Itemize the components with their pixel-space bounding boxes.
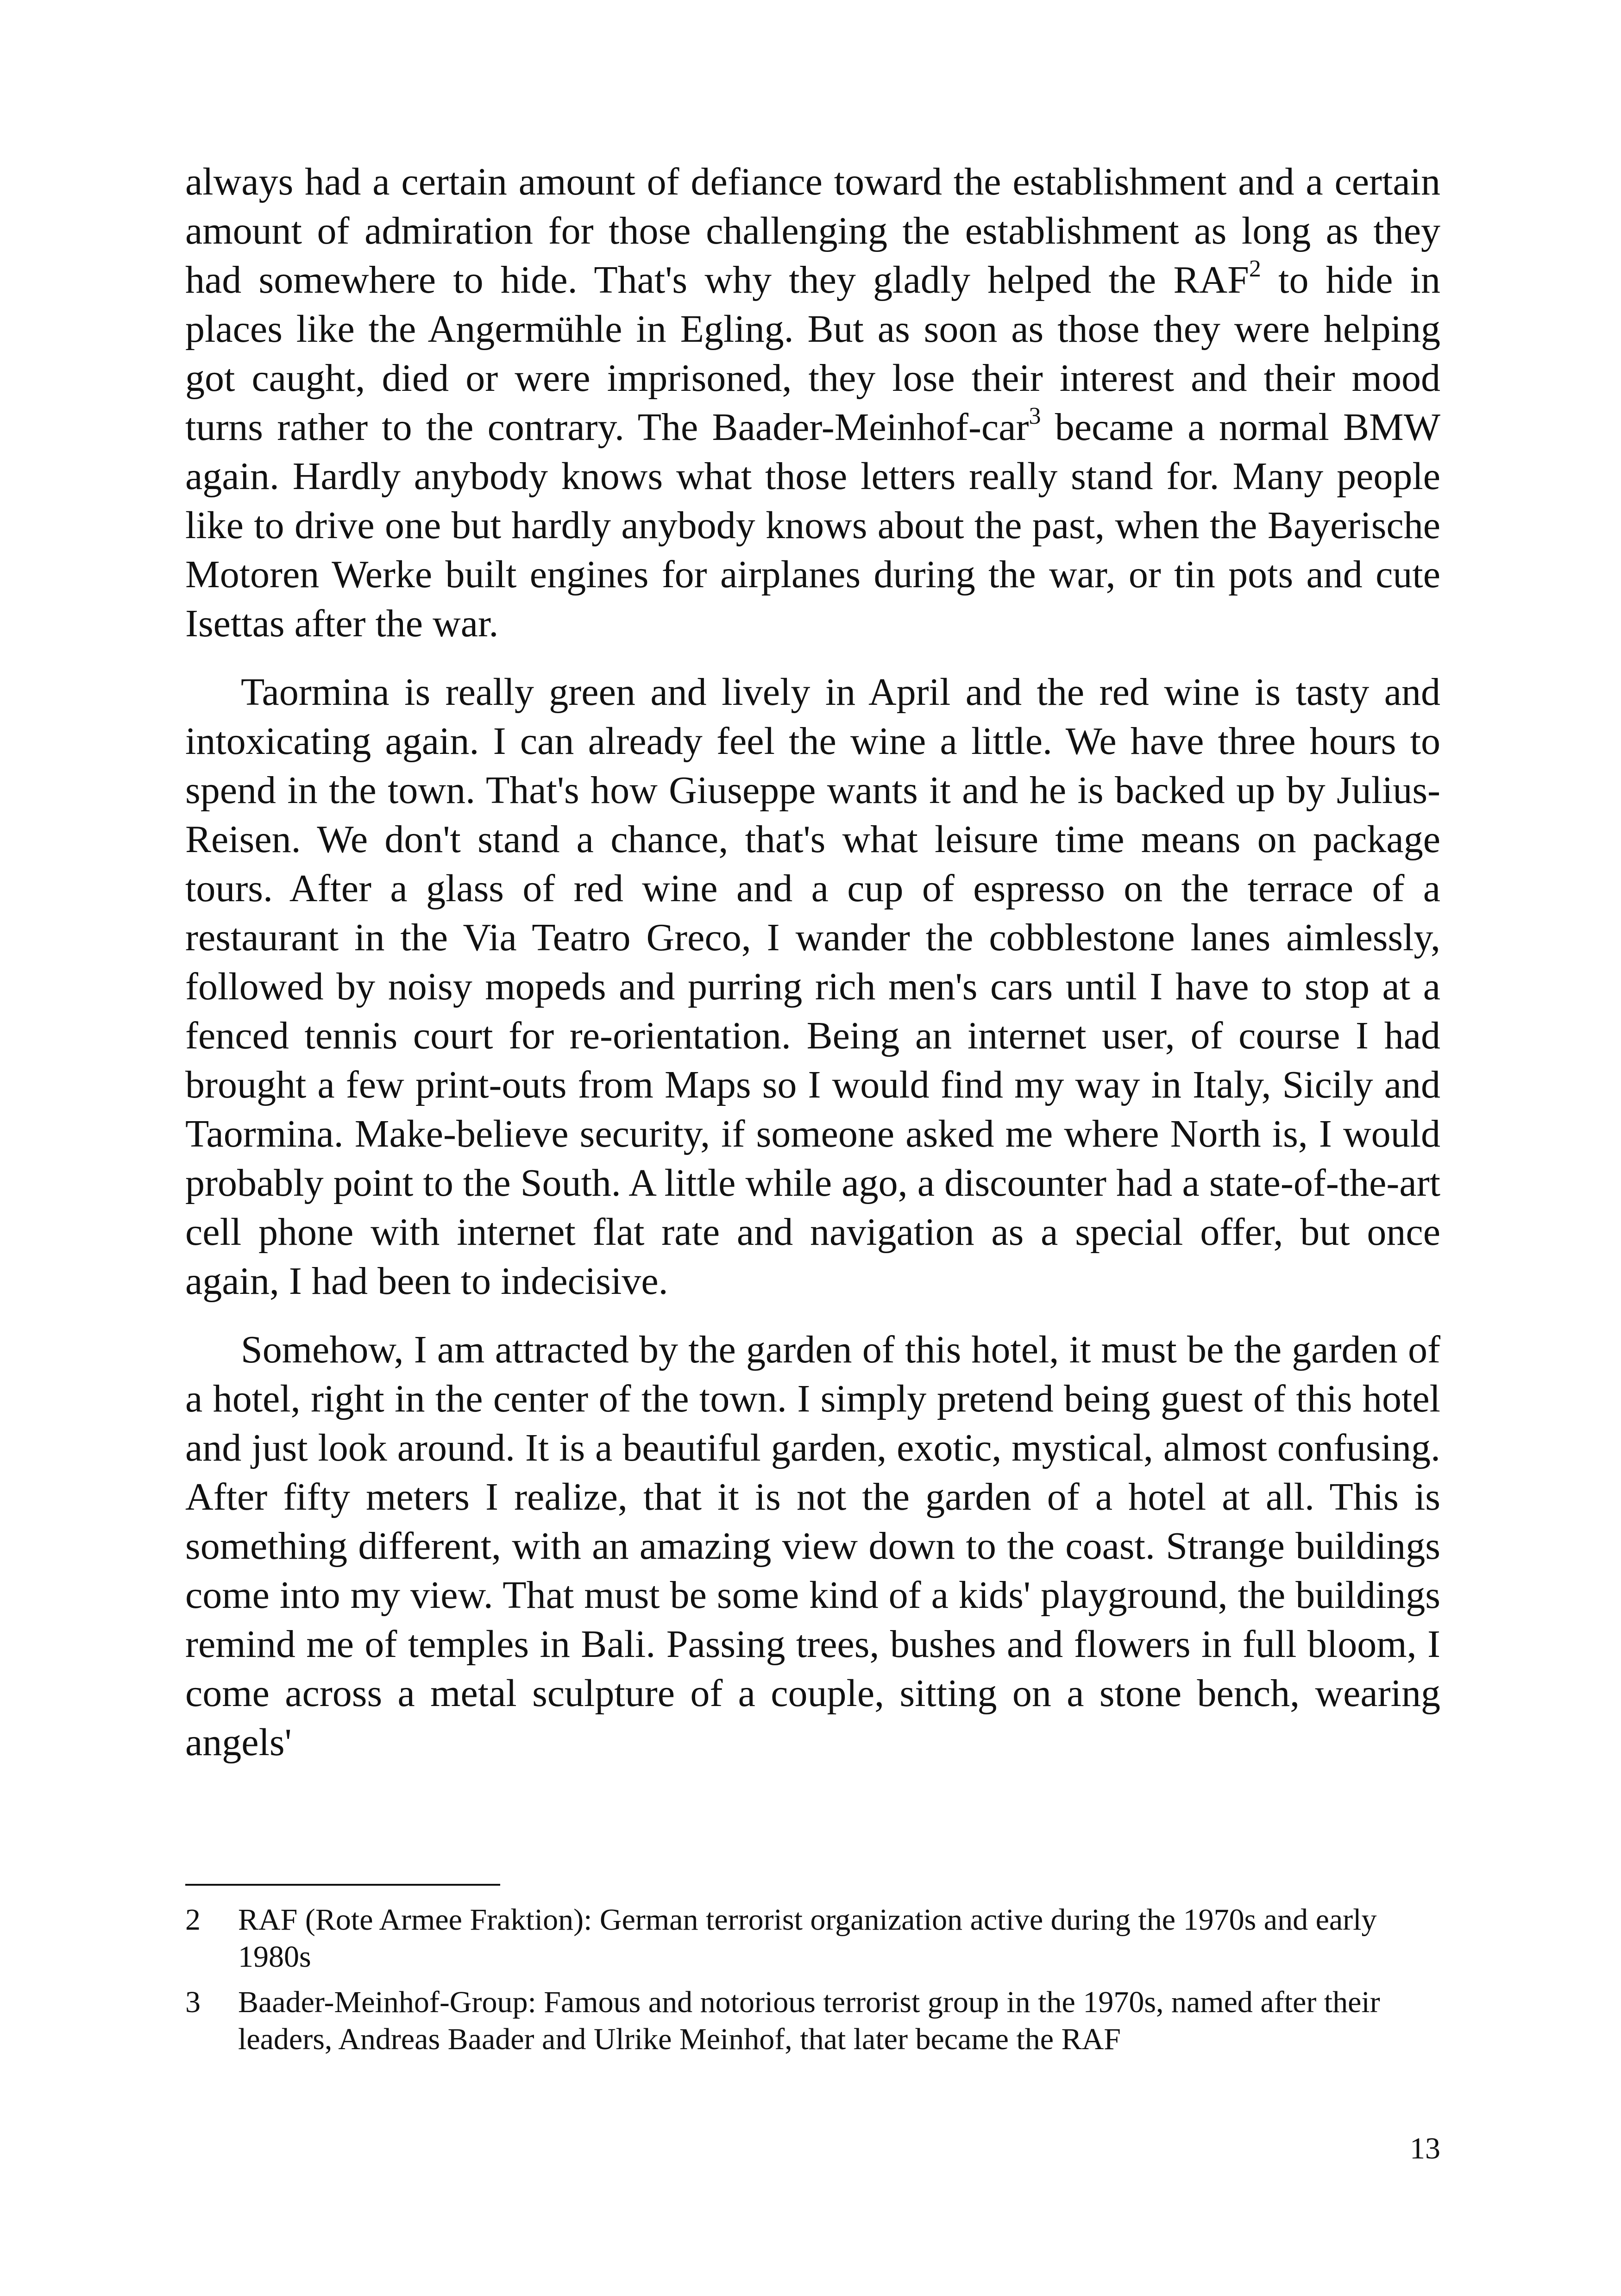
footnote-ref-2[interactable]: 2 <box>1249 256 1261 282</box>
page-number: 13 <box>1410 2132 1440 2165</box>
footnote-number: 3 <box>185 1985 201 2019</box>
paragraph-1-text-b: to hide in places like the Angermühle in Egling. But as soon as those they were helping got caught, died or were imprisoned, they lose their interest and their mood turns rather to the contrary. The Baader-Meinhof-car <box>185 258 1441 449</box>
paragraph-2: Taormina is really green and lively in April and the red wine is tasty and intoxicating again. I can already feel the wine a little. We have three hours to spend in the town. That's how Giuseppe wants it and he is backed up by Julius-Reisen. We don't stand a chance, that's what leisure time means on package tours. After a glass of red wine and a cup of espresso on the terrace of a restaurant in the Via Teatro Greco, I wander the cobblestone lanes aimlessly, followed by noisy mopeds and purring rich men's cars until I have to stop at a fenced tennis court for re-orientation. Being an internet user, of course I had brought a few print-outs from Maps so I would find my way in Italy, Sicily and Taormina. Make-believe security, if someone asked me where North is, I would probably point to the South. A little while ago, a discounter had a state-of-the-art cell phone with internet flat rate and navigation as a special offer, but once again, I had been to indecisive. <box>185 671 1440 1303</box>
paragraph-3: Somehow, I am attracted by the garden of this hotel, it must be the garden of a hotel, right in the center of the town. I simply pretend being guest of this hotel and just look around. It is a beautiful garden, exotic, mystical, almost confusing. After fifty meters I realize, that it is not the garden of a hotel at all. This is something different, with an amazing view down to the coast. Strange buildings come into my view. That must be some kind of a kids' playground, the buildings remind me of temples in Bali. Passing trees, bushes and flowers in full bloom, I come across a metal sculpture of a couple, sitting on a stone bench, wearing angels' <box>185 1328 1440 1764</box>
paragraph-1-text-c: became a normal BMW again. Hardly anybody knows what those letters really stand for. Many people like to drive one but hardly anybody knows about the past, when the Bayerische Motoren Werke built engines for airplanes during the war, or tin pots and cute Isettas after the war. <box>185 406 1441 645</box>
footnote-separator <box>185 1884 500 1886</box>
page-body <box>185 157 1440 1767</box>
footnotes <box>185 1901 1440 2066</box>
footnote-ref-3[interactable]: 3 <box>1029 403 1041 429</box>
paragraph-1 <box>185 157 1440 648</box>
footnote-text: Baader-Meinhof-Group: Famous and notorious terrorist group in the 1970s, named after their leaders, Andreas Baader and Ulrike Meinhof, that later became the RAF <box>238 1985 1380 2056</box>
footnote-3 <box>185 1984 1440 2058</box>
footnote-number: 2 <box>185 1903 201 1937</box>
paragraph-1-text-a: always had a certain amount of defiance toward the establishment and a certain amount of admiration for those challenging the establishment as long as they had somewhere to hide. That's why they gladly helped the RAF <box>185 160 1440 301</box>
footnote-2 <box>185 1901 1440 1976</box>
footnote-text: RAF (Rote Armee Fraktion): German terrorist organization active during the 1970s and early 1980s <box>238 1903 1377 1974</box>
